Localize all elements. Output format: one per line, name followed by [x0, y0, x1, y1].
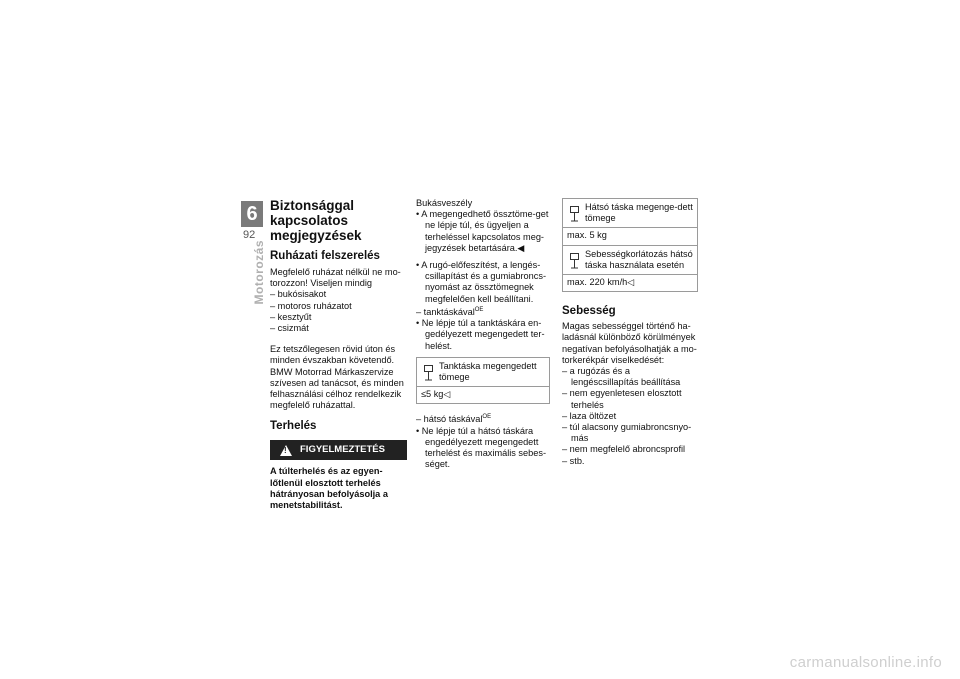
clothing-text: Ez tetszőlegesen rövid úton és minden évszakban követendő. BMW Motorrad Márkaszervize szívesen ad tanácsot, és minden felhasználási célhoz rendelkezik megfelelő ruházattal. [270, 344, 404, 411]
clothing-heading: Ruházati felszerelés [270, 250, 380, 262]
page-title: Biztonsággal kapcsolatos megjegyzések [270, 198, 362, 243]
spec-box-rear-bag [562, 198, 698, 246]
spec-box-tank-bag [416, 357, 550, 405]
spec-label: Hátsó táska megenge-dett tömege [585, 202, 693, 224]
danger-text: Bukásveszély [416, 198, 473, 208]
warning-label: FIGYELMEZTETÉS [300, 444, 385, 456]
list-item: – túl alacsony gumiabroncsnyo-más [562, 422, 692, 444]
clothing-intro: Megfelelő ruházat nélkül ne mo-torozzon! Viseljen mindig [270, 267, 401, 289]
speed-heading: Sebesség [562, 305, 616, 318]
warning-text: A túlterhelés és az egyen-lőtlenül elosztott terhelés hátrányosan befolyásolja a menetstabilitást. [270, 466, 388, 511]
spec-label: Tanktáska megengedett tömege [439, 360, 537, 382]
list-item: – stb. [562, 455, 585, 466]
list-item: – laza öltözet [562, 410, 617, 421]
list-item: – motoros ruházatot [270, 300, 352, 311]
list-item: – a rugózás és a lengéscsillapítás beállítása [562, 366, 681, 388]
chapter-number: 6 [241, 201, 263, 227]
warning-banner [270, 440, 407, 460]
column-2 [416, 198, 550, 470]
chapter-side-label: Motorozás [252, 240, 266, 305]
spec-value: max. 220 km/h◁ [567, 277, 635, 288]
column-3 [562, 198, 698, 467]
list-item: – nem megfelelő abroncsprofil [562, 444, 686, 455]
page-number: 92 [243, 229, 256, 241]
list-item: – nem egyenletesen elosztott terhelés [562, 388, 682, 410]
list-item: – kesztyűt [270, 311, 312, 322]
list-item: – csizmát [270, 323, 309, 334]
list-item: • Ne lépje túl a tanktáskára en-gedélyezett megengedett ter-helést. [416, 318, 545, 351]
list-item: • Ne lépje túl a hátsó táskára engedélyezett megengedett terhelést és maximális sebes-séget. [416, 425, 547, 470]
spec-label: Sebességkorlátozás hátsó táska használata esetén [585, 248, 693, 270]
list-item: • A megengedhető össztöme-get ne lépje túl, és ügyeljen a terheléssel kapcsolatos meg-jegyzések betartására.◀ [416, 209, 549, 253]
watermark: carmanualsonline.info [789, 654, 942, 671]
warning-icon [280, 445, 292, 456]
load-heading: Terhelés [270, 420, 317, 433]
spec-box-speed-limit [562, 246, 698, 293]
weight-icon [424, 365, 433, 381]
speed-limit-icon [570, 253, 579, 269]
list-item: – tanktáskával$^{OE}$ [416, 306, 484, 317]
list-item: • A rugó-előfeszítést, a lengés-csillapítást és a gumiabroncs-nyomást az össztömegnek megfelelően kell beállítani. [416, 260, 547, 304]
list-item: – bukósisakot [270, 289, 327, 300]
spec-value: max. 5 kg [567, 230, 607, 241]
weight-icon [570, 206, 579, 222]
list-item: – hátsó táskával$^{OE}$ [416, 414, 492, 425]
spec-value: ≤5 kg◁ [421, 389, 451, 400]
speed-intro: Magas sebességgel történő ha-ladásnál különböző körülmények negatívan befolyásolhatják a mo-torkerékpár viselkedését: [562, 321, 697, 365]
column-1 [270, 198, 407, 511]
